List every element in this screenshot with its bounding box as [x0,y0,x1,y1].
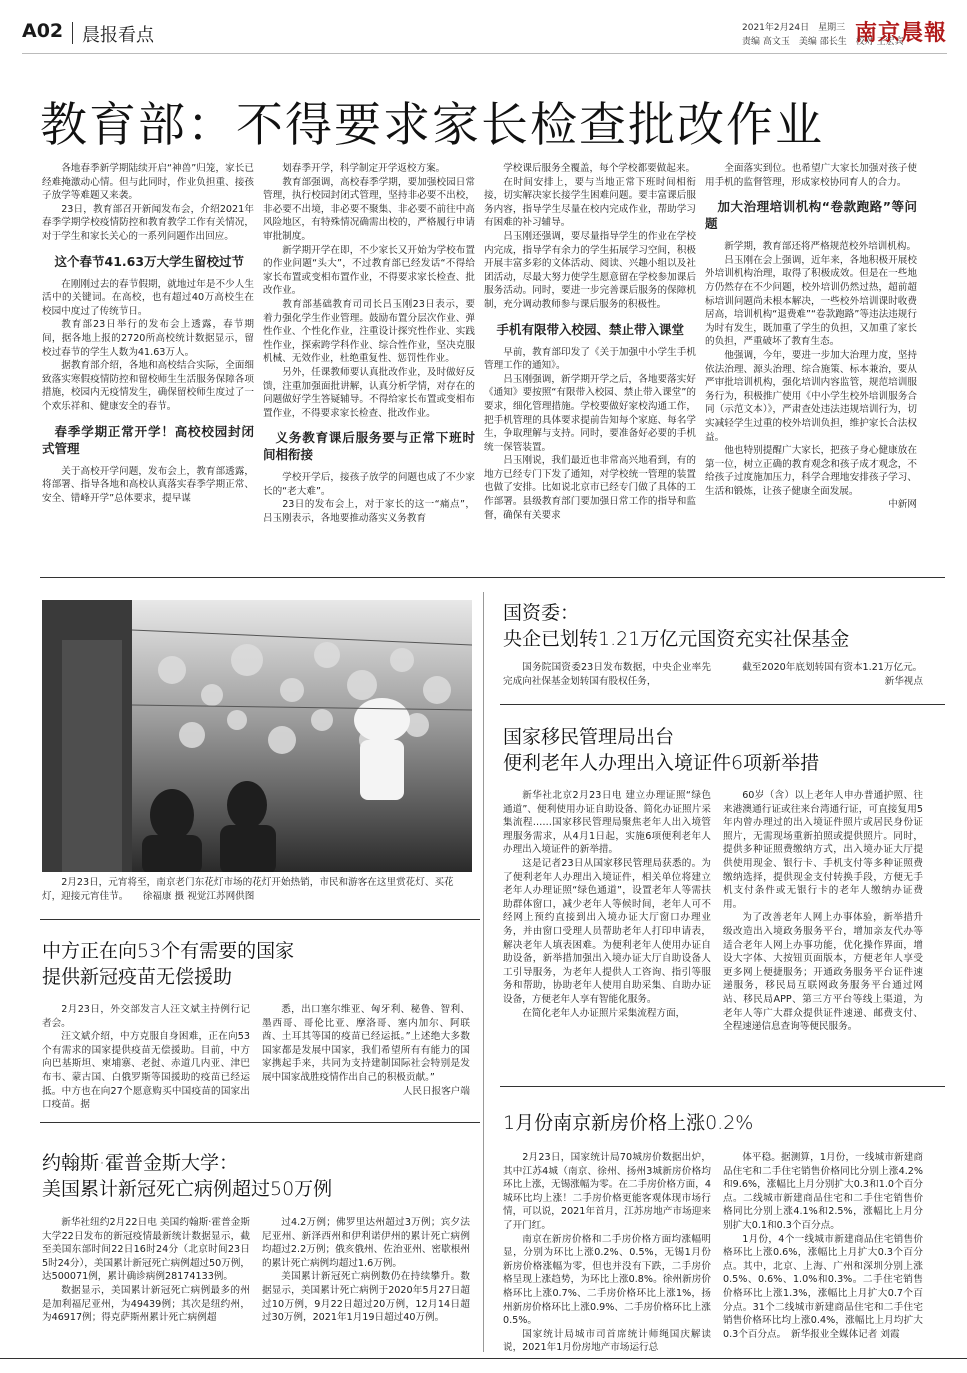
photo-divider [40,919,480,920]
jhu-column-1 [42,1216,250,1325]
section-name: 晨报看点 [82,25,154,46]
page-header [22,14,947,54]
paragraph: 吕玉刚在会上强调，近年来，各地积极开展校外培训机构治理，取得了积极成效。但是在一些地方仍然存在不少问题，校外培训仍然过热，超前超标培训问题尚未根本解决，一些校外培训课时收费居高，培训机构“退费难”“卷款跑路”等违法违规行为时有发生，既加重了学生的负担，又加重了家长的负担，严重破坏了教育生态。 [705,254,917,348]
paragraph: 学校开学后，接孩子放学的问题也成了不少家长的“老大难”。 [263,472,475,497]
immigration-column-1 [503,789,711,1020]
paragraph: 教育部基础教育司司长吕玉刚23日表示，要着力强化学生作业管理。鼓励布置分层次作业、弹性作业、个性化作业，注重设计探究性作业、实践性作业，探索跨学科作业、综合性作业，坚决克服机械、无效作业，杜绝重复性、惩罚性作业。 [263,298,475,365]
lead-col1-paras [42,162,254,244]
paragraph: 过4.2万例；佛罗里达州超过3万例；宾夕法尼亚州、新泽西州和伊利诺伊州的累计死亡病例均超过2.2万例；俄亥俄州、佐治亚州、密歇根州的累计死亡病例均超过1.6万例。 [262,1217,470,1269]
paragraph: 他强调，今年，要进一步加大治理力度，坚持依法治理、源头治理、综合施策、标本兼治，要从严审批培训机构，强化培训内容监管，规范培训服务行为，积极推广使用《中小学生校外培训服务合同（示范文本）》，严肃查处违法违规培训行为，切实减轻学生过重的校外培训负担，维护家长合法权益。 [705,349,917,443]
paragraph: 在时间安排上，要与当地正常下班时间相衔接，切实解决家长接学生困难问题。要丰富课后服务内容，指导学生尽量在校内完成作业，帮助学习有困难的补习辅导。 [484,176,696,229]
paragraph: 据教育部介绍，各地和高校结合实际，全面细致落实寒假疫情防控和留校师生生活服务保障各项措施，校园内无疫情发生，确保留校师生度过了一个欢乐祥和、健康安全的春节。 [42,360,254,412]
paragraph: 悉，出口塞尔维亚、匈牙利、秘鲁、智利、墨西哥、哥伦比亚、摩洛哥、塞内加尔、阿联酋、土耳其等国的疫苗已经运抵。”上述绝大多数国家都是发展中国家，我们希望所有有能力的国家携起手来，共同为支持建制国际社会特别是发展中国家战胜疫情作出自己的积极贡献。” [262,1004,470,1083]
paragraph: 新华社纽约2月22日电 美国约翰斯·霍普金斯大学22日发布的新冠疫情最新统计数据显示，截至美国东部时间22日16时24分（北京时间23日5时24分），美国累计新冠死亡病例超过50万例，达500071例，累计确诊病例28174133例。 [42,1217,250,1283]
paragraph: 吕玉刚还强调，要尽量指导学生的作业在学校内完成，指导学有余力的学生拓展学习空间，积极开展丰富多彩的文体活动、阅读、兴趣小组以及社团活动，尽最大努力使学生愿意留在学校参加课后服务活动。同时，要进一步完善课后服务的保障机制，充分调动教师参与课后服务的积极性。 [484,230,696,310]
date-line: 2021年2月24日 星期三 [742,23,846,33]
paragraph: 在刚刚过去的春节假期，就地过年是不少人生活中的关键词。在高校，也有超过40万高校生在校园中度过了传统节日。 [42,278,254,317]
sasac-col2-paras [723,661,923,675]
lead-col4-paras [705,162,917,189]
sasac-title-line-1: 国资委： [503,602,580,624]
photo-caption: 2月23日，元宵将至，南京老门东花灯市场的花灯开始热销，市民和游客在这里赏花灯、买花灯，迎接元宵佳节。 徐福康 摄 视觉江苏网供图 [42,877,454,902]
lead-col3b-paras [484,346,696,523]
paragraph: 23日的发布会上，对于家长的这一“痛点”，吕玉刚表示，各地要推动落实义务教育 [263,499,475,525]
housing-column-2 [723,1151,923,1341]
vaccine-divider [40,1122,480,1123]
paragraph: 国家统计局城市司首席统计师绳国庆解读说，2021年1月份房地产市场运行总 [503,1328,711,1354]
paragraph: 2月23日，外交部发言人汪文斌主持例行记者会。 [42,1004,250,1029]
immigration-divider [500,1086,945,1087]
lead-subhead-3: 义务教育课后服务要与正常下班时间相衔接 [263,430,475,463]
jhu-column-2 [262,1216,470,1325]
paragraph: 新学期，教育部还将严格规范校外培训机构。 [724,241,917,253]
paragraph: 划春季开学，科学制定开学返校方案。 [282,163,446,174]
vaccine-column-2 [262,1003,470,1098]
lead-divider [40,577,945,578]
sasac-column-1 [503,661,711,688]
paragraph: 另外，任课教师要认真批改作业，及时做好反馈，注重加强面批讲解，认真分析学情，对存在的问题做好学生答疑辅导。不得给家长布置或变相布置作业，不得要求家长检查、批改作业。 [263,366,475,419]
immigration-col1-paras [503,789,711,1020]
paragraph: 1月份，4个一线城市新建商品住宅销售价格环比上涨0.6%，涨幅比上月扩大0.3个百分点。其中，北京、上海、广州和深圳分别上涨0.5%、0.6%、1.0%和0.3%。二手住宅销售价格环比上涨1.3%，涨幅比上月扩大0.7个百分点。31个二线城市新建商品住宅和二手住宅销售价格环比均上涨0.4%，涨幅比上月均扩大0.3个百分点。 新华报业全媒体记者 刘霞 [723,1233,923,1340]
immigration-column-2 [723,789,923,1034]
housing-title [503,1110,753,1136]
paragraph: 这是记者23日从国家移民管理局获悉的。为了便利老年人办理出入境证件，相关单位将建立老年人办理证照“绿色通道”，设置老年人等需扶助群体窗口，减少老年人等候时间，老年人可不经网上预约直接到出入境办证大厅窗口办理业务，并由窗口受理人员帮助老年人打印申请表，解决老年人填表困难。为便利老年人使用办证自助设备，新举措加强出入境办证大厅自助设备人工引导服务，为老年人提供人工咨询、指引等服务和帮助，协助老年人使用自助采集、自助办证设备，方便老年人享有智能化服务。 [503,857,711,1005]
paragraph: 吕玉刚说，我们最近也非常高兴地看到，有的地方已经专门下发了通知，对学校统一管理的装置也做了安排。比如说北京市已经专门做了具体的工作部署。县级教育部门要加强日常工作的指导和监督，确保有关要求 [484,455,696,521]
vaccine-source: 人民日报客户端 [402,1085,470,1097]
sasac-title-line-2: 央企已划转1.21万亿元国资充实社保基金 [503,628,850,650]
lead-column-2 [263,162,475,526]
lead-column-1 [42,162,254,505]
paragraph: 早前，教育部印发了《关于加强中小学生手机管理工作的通知》。 [484,346,696,372]
paragraph: 吕玉刚强调，新学期开学之后，各地要落实好《通知》要按照“有限带入校园、禁止带入课堂”的要求，细化管理措施。学校要做好家校沟通工作，把手机管理的具体要求提前告知每个家庭、每名学生，争取理解与支持。同时，要准备好必要的手机统一保管装置。 [484,373,696,453]
header-divider [72,22,73,44]
newspaper-logo: 南京晨報 [854,20,947,46]
sasac-divider [500,704,945,705]
lead-subhead-4: 手机有限带入校园、禁止带入课堂 [496,321,685,337]
lantern-market-photo [42,600,472,872]
lantern-photo-image [42,600,472,872]
paragraph: 他也特别提醒广大家长，把孩子身心健康放在第一位，树立正确的教育观念和孩子成才观念，不给孩子过度施加压力，科学合理地安排孩子学习、生活和锻炼，让孩子健康全面发展。 [705,445,917,497]
paragraph: 体平稳。据测算，1月份，一线城市新建商品住宅和二手住宅销售价格同比分别上涨4.2%和9.6%，涨幅比上月分别扩大0.3和1.0个百分点。二线城市新建商品住宅和二手住宅销售价格同比分别上涨4.1%和2.5%，涨幅比上月分别扩大0.1和0.3个百分点。 [723,1152,923,1231]
sasac-column-2 [723,661,923,688]
lead-subhead-2: 春季学期正常开学！高校校园封闭式管理 [42,423,254,456]
page-bottom-rule [0,1358,967,1359]
paragraph: 新华社北京2月23日电 建立办理证照“绿色通道”、便利使用办证自助设备、简化办证照片采集流程……国家移民管理局聚焦老年人出入境管理服务需求，从4月1日起，实施6项便利老年人办理出入境证件的新举措。 [503,790,711,856]
paragraph: 截至2020年底划转国有资本1.21万亿元。 [742,662,923,673]
paragraph: 为了改善老年人网上办事体验，新举措升级改造出入境政务服务平台，增加亲友代办等适合老年人网上办事功能，优化操作界面，增设大字体、大按钮页面版本，方便老年人享受更多网上便捷服务；开通政务服务平台证件速递服务，移民局互联网政务服务平台通过网站、移民局APP、第三方平台等线上渠道，为老年人等广大群众提供证件速递、邮费支付、全程速递信息查询等便民服务。 [723,912,923,1033]
lead-col3-paras [484,162,696,312]
lead-subhead-5: 加大治理培训机构“卷款跑路”等问题 [705,199,917,232]
paragraph: 23日，教育部召开新闻发布会，介绍2021年春季学期学校疫情防控和教育教学工作有关情况，对于学生和家长关心的一系列问题作出回应。 [42,203,254,242]
immigration-title [503,724,819,776]
paragraph: 关于高校开学问题，发布会上，教育部透露，将部署、指导各地和高校认真落实春季学期正常、安全、错峰开学”总体要求，提早谋 [42,465,254,504]
editors-line: 责编 高文玉 美编 邵长生 校对 王宏宾 [742,37,904,47]
lead-col1c-paras [42,465,254,506]
paragraph: 数据显示，美国累计新冠死亡病例最多的州是加利福尼亚州，为49439例；其次是纽约州，为46917例；得克萨斯州累计死亡病例超 [42,1284,250,1324]
immigration-title-line-1: 国家移民管理局出台 [503,726,675,748]
paragraph: 教育部23日举行的发布会上透露，春节期间，据各地上报的2720所高校统计数据显示，留校过春节的学生人数为41.63万人。 [42,319,254,358]
lead-source: 中新网 [888,499,917,511]
sasac-title [503,600,849,652]
vaccine-title [42,938,294,990]
column-divider [483,592,484,1352]
paragraph: 学校课后服务全覆盖，每个学校都要做起来。 [503,163,696,174]
housing-col2-paras [723,1151,923,1341]
sasac-source: 新华视点 [884,675,923,687]
paragraph: 60岁（含）以上老年人申办普通护照、往来港澳通行证或往来台湾通行证，可直接复用5年内曾办理过的出入境证件照片或居民身份证照片，无需现场重新拍照或提供照片。同时，提供多种证照费缴纳方式，出入境办证大厅提供使用现金、银行卡、手机支付等多种证照费缴纳选择，提供现金支付转换手段，方便无手机支付条件或无银行卡的老年人缴纳办证费用。 [723,790,923,910]
immigration-title-line-2: 便利老年人办理出入境证件6项新举措 [503,752,820,774]
jhu-title-line-1: 约翰斯·霍普金斯大学： [42,1152,239,1174]
jhu-col1-paras [42,1216,250,1325]
page-number: A02 [22,20,64,42]
housing-col1-paras [503,1151,711,1355]
lead-col4b-paras [705,240,917,498]
vaccine-title-line-1: 中方正在向53个有需要的国家 [42,940,295,962]
jhu-title-line-2: 美国累计新冠死亡病例超过50万例 [42,1178,333,1200]
paragraph: 全面落实到位。也希望广大家长加强对孩子使用手机的监督管理，形成家校协同育人的合力。 [705,163,917,188]
vaccine-col2-paras [262,1003,470,1085]
paragraph: 2月23日，国家统计局70城房价数据出炉，其中江苏4城（南京、徐州、扬州3城新房价格均环比上涨，无锡涨幅为零。在二手房价格方面，4城环比均上涨！二手房价格更能客观体现市场行情，可以说，2021年首月，江苏房地产市场迎来了开门红。 [503,1152,711,1231]
immigration-col2-paras [723,789,923,1034]
lead-column-4 [705,162,917,512]
lead-col1b-paras [42,278,254,414]
lead-headline: 教育部：不得要求家长检查批改作业 [40,98,824,153]
sasac-col1-paras [503,661,711,688]
paragraph: 美国累计新冠死亡病例数仍在持续攀升。数据显示，美国累计死亡病例于2020年5月27日超过10万例，9月22日超过20万例，12月14日超过30万例，2021年1月19日超过40万例。 [262,1271,470,1324]
lead-col2-paras [263,162,475,420]
lead-column-3 [484,162,696,522]
lead-subhead-1: 这个春节41.63万大学生留校过节 [54,253,245,269]
jhu-title [42,1150,332,1202]
vaccine-col1-paras [42,1003,250,1112]
vaccine-column-1 [42,1003,250,1112]
jhu-col2-paras [262,1216,470,1325]
housing-column-1 [503,1151,711,1355]
lead-col2b-paras [263,471,475,525]
paragraph: 各地春季新学期陆续开启“神兽”归笼，家长已经难掩激动心情。但与此同时，作业负担重、接孩子放学等难题又来袭。 [42,163,254,202]
housing-title-line: 1月份南京新房价格上涨0.2% [503,1112,754,1134]
paragraph: 国务院国资委23日发布数据，中央企业率先完成向社保基金划转国有股权任务， [503,662,711,687]
vaccine-title-line-2: 提供新冠疫苗无偿援助 [42,966,233,988]
paragraph: 教育部强调，高校春季学期，要加强校园日常管理，执行校园封闭式管理，坚持非必要不出校，非必要不出境，非必要不聚集、非必要不前往中高风险地区，有特殊情况确需出校的，严格履行申请审批制度。 [263,176,475,242]
paragraph: 新学期开学在即，不少家长又开始为学校布置的作业问题“头大”，不过教育部已经发话“不得给家长布置或变相布置作业，不得要求家长检查、批改作业。 [263,244,475,297]
paragraph: 南京在新房价格和二手房价格方面均涨幅明显，分别为环比上涨0.2%、0.5%，无锡1月份新房价格涨幅为零，但也并没有下跌，二手房价格呈现上涨趋势，为环比上涨0.8%。徐州新房价格环比上涨0.7%、二手房价格环比上涨1%，扬州新房价格环比上涨0.9%、二手房价格环比上涨0.5%。 [503,1233,711,1327]
paragraph: 汪文斌介绍，中方克服自身困难，正在向53个有需求的国家提供疫苗无偿援助。目前，中方向巴基斯坦、柬埔寨、老挝、赤道几内亚、津巴布韦、蒙古国、白俄罗斯等国援助的疫苗已经运抵。中方也在向27个愿意购买中国疫苗的国家出口疫苗。据 [42,1031,250,1111]
paragraph: 在简化老年人办证照片采集流程方面， [522,1007,686,1019]
